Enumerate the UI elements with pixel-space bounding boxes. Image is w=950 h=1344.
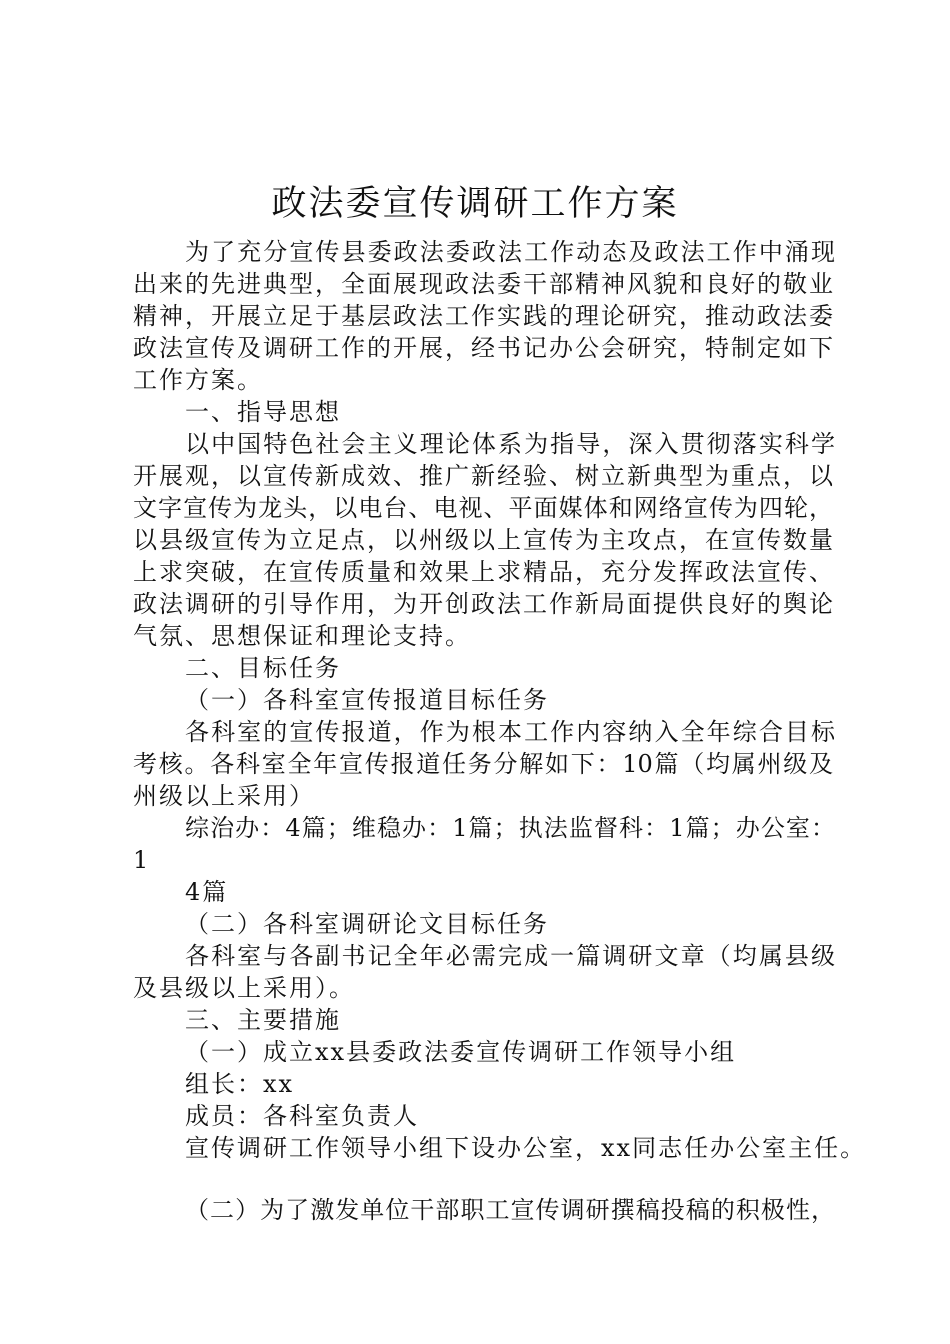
section-heading: 二、目标任务	[185, 654, 341, 682]
paragraph-line: 成员：各科室负责人	[185, 1102, 419, 1130]
paragraph-line: 组长：xx	[185, 1070, 295, 1098]
paragraph-line: 政法调研的引导作用，为开创政法工作新局面提供良好的舆论	[133, 590, 833, 618]
paragraph-line: 考核。各科室全年宣传报道任务分解如下：10篇（均属州级及	[133, 750, 833, 778]
paragraph-line: 综治办：4篇；维稳办：1篇；执法监督科：1篇；办公室：	[185, 814, 835, 842]
section-heading: 一、指导思想	[185, 398, 341, 426]
paragraph-line: 开展观，以宣传新成效、推广新经验、树立新典型为重点，以	[133, 462, 833, 490]
paragraph-line: 各科室的宣传报道，作为根本工作内容纳入全年综合目标	[185, 718, 835, 746]
subsection-heading: （二）各科室调研论文目标任务	[185, 910, 549, 938]
paragraph-line: 文字宣传为龙头，以电台、电视、平面媒体和网络宣传为四轮，	[133, 494, 833, 522]
paragraph-line: 及县级以上采用）。	[133, 974, 355, 1002]
paragraph-line: 宣传调研工作领导小组下设办公室，xx同志任办公室主任。	[185, 1134, 867, 1162]
paragraph-line: 出来的先进典型，全面展现政法委干部精神风貌和良好的敬业	[133, 270, 833, 298]
subsection-heading: （二）为了激发单位干部职工宣传调研撰稿投稿的积极性，	[185, 1196, 835, 1224]
section-heading: 三、主要措施	[185, 1006, 341, 1034]
paragraph-line: 精神，开展立足于基层政法工作实践的理论研究，推动政法委	[133, 302, 833, 330]
paragraph-line: 4篇	[185, 878, 229, 906]
subsection-heading: （一）各科室宣传报道目标任务	[185, 686, 549, 714]
subsection-heading: （一）成立xx县委政法委宣传调研工作领导小组	[185, 1038, 737, 1066]
paragraph-line: 为了充分宣传县委政法委政法工作动态及政法工作中涌现	[185, 238, 835, 266]
paragraph-line: 1	[133, 846, 151, 874]
document-title: 政法委宣传调研工作方案	[271, 184, 679, 224]
paragraph-line: 上求突破，在宣传质量和效果上求精品，充分发挥政法宣传、	[133, 558, 833, 586]
paragraph-line: 以县级宣传为立足点，以州级以上宣传为主攻点，在宣传数量	[133, 526, 833, 554]
paragraph-line: 州级以上采用）	[133, 782, 315, 810]
paragraph-line: 政法宣传及调研工作的开展，经书记办公会研究，特制定如下	[133, 334, 833, 362]
paragraph-line: 以中国特色社会主义理论体系为指导，深入贯彻落实科学	[185, 430, 835, 458]
paragraph-line: 各科室与各副书记全年必需完成一篇调研文章（均属县级	[185, 942, 835, 970]
paragraph-line: 工作方案。	[133, 366, 263, 394]
paragraph-line: 气氛、思想保证和理论支持。	[133, 622, 471, 650]
